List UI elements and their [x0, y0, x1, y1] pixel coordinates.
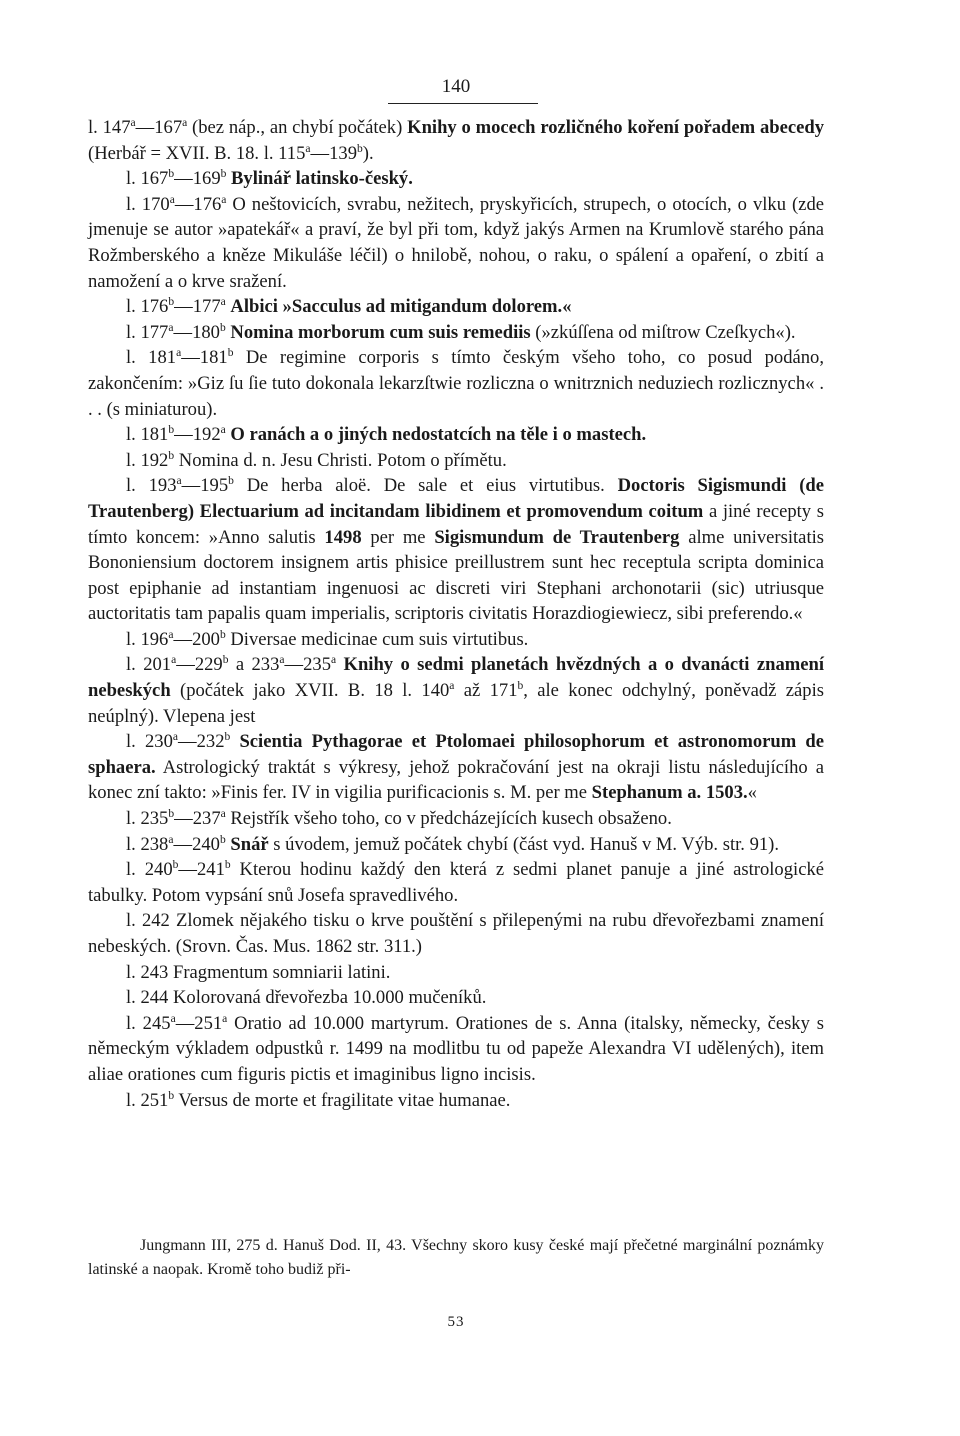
entry-text: —181	[181, 347, 228, 369]
folio-side-marker: a	[170, 1012, 176, 1025]
entry-text: l. 244 Kolorovaná dřevořezba 10.000 mučeníků.	[126, 987, 487, 1009]
entry-text: Rejstřík všeho toho, co v předcházejících kusech obsaženo.	[225, 808, 672, 830]
entry-text: —232	[178, 731, 225, 753]
entry-text: l. 193	[126, 475, 177, 497]
entry-text: l. 240	[126, 859, 173, 881]
folio-side-marker: a	[169, 193, 175, 206]
entry-text: s úvodem, jemuž počátek chybí (část vyd. Hanuš v M. Výb. str. 91).	[268, 833, 780, 855]
catalog-entry	[88, 857, 824, 908]
catalog-entry	[88, 729, 824, 806]
folio-side-marker: a	[168, 628, 174, 641]
folio-side-marker: a	[171, 654, 177, 667]
entry-text: (bez náp., an chybí počátek)	[187, 117, 408, 138]
folio-side-marker: b	[219, 833, 226, 846]
entry-text: Astrologický traktát s výkresy, jehož pokračování jest na okraji listu následujícího a konec zní takto: »Finis fer. IV in vigilia purificacionis s. M. per me	[88, 756, 824, 804]
folio-side-marker: a	[330, 654, 337, 667]
entry-text: l. 243 Fragmentum somniarii latini.	[126, 961, 391, 983]
entry-text: —237	[174, 808, 221, 830]
entry-text: l. 196	[126, 628, 169, 650]
entry-text: —195	[181, 475, 229, 497]
entry-text: l. 177	[126, 321, 169, 343]
catalog-entry	[88, 320, 824, 346]
entry-title: Albici »Sacculus ad mitigandum dolorem.«	[230, 296, 572, 318]
catalog-entry	[88, 985, 824, 1011]
entry-text: l. 238	[126, 833, 169, 855]
entry-text: l. 176	[126, 296, 169, 318]
catalog-entry	[88, 115, 824, 166]
entry-text: —192	[174, 424, 221, 446]
catalog-entry	[88, 1011, 824, 1088]
entry-text: (»zkúſſena od miſtrow Czeſkych«).	[530, 321, 796, 343]
entry-title: Knihy o mocech rozličného koření pořadem abecedy	[407, 117, 824, 138]
entry-text: De herba aloë. De sale et eius virtutibus.	[233, 475, 618, 497]
entry-text: —229	[176, 654, 223, 676]
entry-text: —177	[174, 296, 221, 318]
folio-side-marker: a	[130, 117, 136, 130]
entry-text: —240	[173, 833, 220, 855]
folio-side-marker: b	[220, 168, 227, 181]
entry-text: «	[747, 782, 757, 804]
entry-title: Snář	[230, 833, 269, 855]
entry-text: l. 192	[126, 449, 169, 471]
entry-text: l. 235	[126, 808, 169, 830]
catalog-entry	[88, 294, 824, 320]
entry-text: až 171	[454, 680, 518, 702]
catalog-entry	[88, 192, 824, 294]
catalog-entry	[88, 1088, 824, 1114]
entry-title: Sigismundum de Trautenberg	[434, 526, 680, 548]
folio-side-marker: a	[220, 296, 226, 309]
entry-text: l. 147	[88, 117, 131, 138]
entry-text: —169	[174, 168, 221, 190]
folio-side-marker: a	[182, 117, 188, 130]
entry-text: l. 245	[126, 1012, 171, 1034]
catalog-entry	[88, 960, 824, 986]
catalog-entry	[88, 422, 824, 448]
entry-text: l. 251	[126, 1089, 169, 1111]
folio-side-marker: a	[168, 321, 174, 334]
entry-title: Knihy o sedmi planetách hvězdných a o dvanácti znamení nebeských	[88, 654, 824, 702]
catalog-entry	[88, 832, 824, 858]
catalog-entry	[88, 627, 824, 653]
entry-title: Scientia Pythagorae et Ptolomaei philosophorum et astronomorum de sphaera.	[88, 731, 824, 778]
entry-text: —235	[284, 654, 331, 676]
entry-text: l. 201	[126, 654, 172, 676]
header-rule	[388, 103, 538, 104]
folio-side-marker: a	[172, 731, 179, 744]
folio-side-marker: b	[224, 859, 231, 872]
entry-text: Nomina d. n. Jesu Christi. Potom o přímětu.	[174, 449, 507, 471]
folio-side-marker: a	[220, 808, 226, 821]
folio-side-marker: a	[222, 1012, 228, 1025]
entry-text: Kterou hodinu každý den která z sedmi planet panuje a jiné astrologické tabulky. Potom vypsání snů Josefa spravedlivého.	[88, 859, 824, 906]
folio-side-marker: a	[279, 654, 285, 667]
entry-text: Versus de morte et fragilitate vitae humanae.	[174, 1089, 511, 1111]
entry-text: a jiné recepty s tímto koncem: »Anno salutis	[88, 500, 824, 548]
folio-side-marker: b	[224, 731, 231, 744]
entry-text: l. 170	[126, 193, 170, 215]
folio-side-marker: b	[219, 628, 226, 641]
entry-text: (Herbář = XVII. B. 18. l. 115	[88, 142, 306, 164]
entry-text: —139	[310, 142, 357, 164]
folio-side-marker: a	[176, 475, 182, 488]
catalog-entry	[88, 473, 824, 627]
folio-side-marker: b	[168, 449, 175, 462]
folio-side-marker: b	[168, 424, 175, 437]
folio-side-marker: a	[176, 347, 182, 360]
folio-side-marker: a	[220, 424, 226, 437]
catalog-entry	[88, 166, 824, 192]
catalog-entry	[88, 908, 824, 959]
entry-text: l. 230	[126, 731, 173, 753]
catalog-entry	[88, 448, 824, 474]
catalog-entries	[88, 115, 824, 1113]
page-number: 140	[441, 76, 471, 97]
folio-side-marker: a	[449, 680, 455, 693]
folio-side-marker: b	[219, 321, 226, 334]
folio-side-marker: b	[228, 475, 234, 488]
entry-title: Bylinář latinsko-český.	[231, 168, 413, 190]
entry-title: Stephanum a. 1503.	[591, 782, 748, 804]
folio-side-marker: b	[168, 168, 175, 181]
entry-text: l. 167	[126, 168, 169, 190]
entry-text: alme universitatis Bononiensium doctorem insignem artis phisice preillustrem sunt hec receptula scripta dominica post epiphanie ad instantiam ingenuosi ac discreti viri Stephani archonotarii (sic) utriusque auctoritatis tam papalis quam imperialis, scriptoris civitatis Horazdiogiewiecz, sibi preferendo.«	[88, 526, 825, 625]
entry-text: a 233	[228, 654, 280, 676]
folio-side-marker: a	[221, 193, 227, 206]
folio-side-marker: a	[305, 142, 311, 155]
catalog-entry	[88, 652, 824, 729]
entry-title: 1498	[324, 526, 362, 548]
entry-title: Nomina morborum cum suis remediis	[230, 321, 531, 343]
entry-text: —241	[178, 859, 225, 881]
entry-text: O neštovicích, svrabu, nežitech, pryskyřicích, strupech, o otocích, o vlku (zde jmenuje se autor »apatekář« a praví, že byl při tom, když jakýs Armen na Krumlově starého pána Rožmberského a kněze Mikuláše léčil) o hnilobě, nohou, o raku, o spálení a opaření, o zbití a namožení a o krve sražení.	[88, 193, 824, 292]
entry-text: l. 181	[126, 424, 169, 446]
catalog-entry	[88, 806, 824, 832]
folio-side-marker: b	[168, 808, 175, 821]
folio-side-marker: a	[168, 833, 174, 846]
entry-text: —180	[173, 321, 220, 343]
entry-text: De regimine corporis s tímto českým všeho toho, co posud podáno, zakončením: »Giz ſu ſie tuto dokonala lekarzſtwie rozliczna o wnitrznich neduziech rozlicznych« . . . (s miniaturou).	[88, 347, 824, 420]
folio-side-marker: b	[357, 142, 363, 155]
entry-text: —167	[135, 117, 183, 138]
folio-side-marker: b	[227, 347, 234, 360]
catalog-entry	[88, 345, 824, 422]
entry-text: —200	[173, 628, 220, 650]
folio-side-marker: b	[172, 859, 179, 872]
entry-text: , ale konec odchylný, poněvadž zápis neúplný). Vlepena jest	[88, 680, 824, 727]
folio-side-marker: b	[517, 680, 524, 693]
entry-text: —176	[174, 193, 222, 215]
folio-side-marker: b	[168, 1089, 175, 1102]
entry-text: —251	[175, 1012, 223, 1034]
entry-title: Doctoris Sigismundi (de Trautenberg) Electuarium ad incitandam libidinem et promovendum coitum	[88, 475, 825, 522]
entry-text: l. 242 Zlomek nějakého tisku o krve pouštění s přilepenými na rubu dřevořezbami znamení nebeských. (Srovn. Čas. Mus. 1862 str. 311.)	[88, 910, 824, 957]
folio-side-marker: b	[222, 654, 229, 667]
closing-paragraph: Jungmann III, 275 d. Hanuš Dod. II, 43. Všechny skoro kusy české mají přečetné marginální poznámky latinské a naopak. Kromě toho budiž při-	[88, 1237, 824, 1278]
entry-text: (počátek jako XVII. B. 18 l. 140	[170, 680, 450, 702]
entry-text: l. 181	[126, 347, 177, 369]
entry-text: Diversae medicinae cum suis virtutibus.	[225, 628, 529, 650]
printer-signature: 53	[447, 1314, 465, 1330]
entry-text: Oratio ad 10.000 martyrum. Orationes de s. Anna (italsky, německy, česky s německým výkladem odpustků r. 1499 na modlitbu tu od papeže Alexandra VI udělených), item aliae orationes cum figuris pictis et imaginibus ligno incisis.	[88, 1012, 824, 1085]
folio-side-marker: b	[168, 296, 175, 309]
entry-title: O ranách a o jiných nedostatcích na těle i o mastech.	[230, 424, 647, 446]
entry-text: per me	[361, 526, 435, 548]
entry-text: ).	[362, 142, 374, 164]
